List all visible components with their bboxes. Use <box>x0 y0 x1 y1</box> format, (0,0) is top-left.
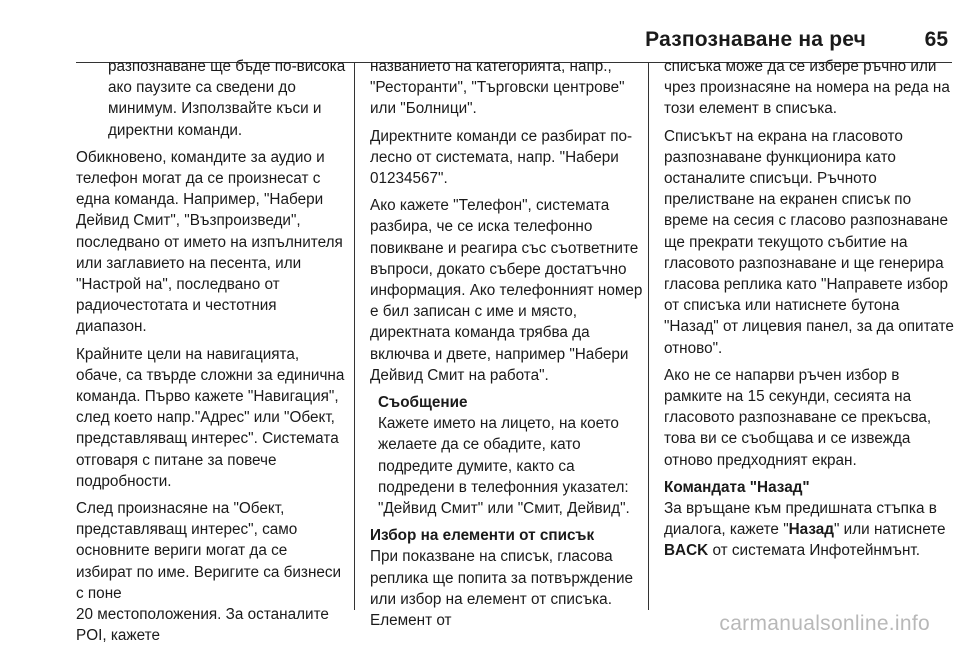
paragraph: разпознаване ще бъде по-висока ако паузите са сведени до минимум. Използвайте къси и директни команди. <box>108 58 346 139</box>
column-2 <box>370 56 646 637</box>
note-text: Кажете името на лицето, на което желаете да се обадите, като подредите думите, както са подредени в телефонния указател: "Дейвид Смит" или "Смит, Дейвид". <box>378 415 630 518</box>
paragraph: За връщане към предишната стъпка в диалога, кажете "Назад" или натиснете BACK от системата Инфотейнмънт. <box>664 500 946 560</box>
keyword-back: Назад <box>788 521 834 539</box>
watermark: carmanualsonline.info <box>719 612 930 635</box>
paragraph: списъка може да се избере ръчно или чрез произнасяне на номера на реда на този елемент в списъка. <box>664 58 950 118</box>
paragraph: названието на категорията, напр., "Ресторанти", "Търговски центрове" или "Болници". <box>370 58 625 118</box>
paragraph: Ако кажете "Телефон", системата разбира, че се иска телефонно повикване и реагира със съответните въпроси, докато събере достатъчно информация. Ако телефонният номер е бил записан с име и място, директната команда трябва да включва и двете, например "Набери Дейвид Смит на работа". <box>370 197 643 384</box>
paragraph: Обикновено, командите за аудио и телефон могат да се произнесат с една команда. Например, "Набери Дейвид Смит", "Възпроизведи", последвано от името на изпълнителя или заглавието на песента, или "Настрой на", последвано от радиочестотата и честотния диапазон. <box>76 148 343 336</box>
paragraph: 20 местоположения. За останалите POI, кажете <box>76 606 329 645</box>
paragraph: Директните команди се разбират по-лесно от системата, напр. "Набери 01234567". <box>370 127 633 188</box>
page-number: 65 <box>924 28 948 51</box>
keyword-back-button: BACK <box>664 542 709 560</box>
page-header <box>76 22 952 52</box>
paragraph: Списъкът на екрана на гласовото разпознаване функционира като останалите списъци. Ръчното прелистване на екранен списък по време на сесия с гласово разпознаване ще прекрати текущото събитие на гласовото разпознаване и ще генерира гласова реплика като "Направете избор от списъка или натиснете бутона "Назад" от лицевия панел, за да опитате отново". <box>664 127 954 357</box>
note-title: Съобщение <box>378 394 468 412</box>
section-heading: Командата "Назад" <box>664 478 810 496</box>
column-divider-2 <box>648 62 649 610</box>
paragraph: Ако не се напарви ръчен избор в рамките на 15 секунди, сесията на гласовото разпознаване се прекъсва, това ви се съобщава и се извежда отново предходният екран. <box>664 366 932 469</box>
paragraph: Крайните цели на навигацията, обаче, са твърде сложни за единична команда. Първо кажете "Навигация", след което напр."Адрес" или "Обект, представляващ интерес". Системата отговаря с питане за повече подробности. <box>76 345 345 490</box>
page-title: Разпознаване на реч <box>645 28 866 51</box>
paragraph: При показване на списък, гласова реплика ще попита за потвърждение или избор на елемент от списъка. Елемент от <box>370 548 634 630</box>
note-block <box>370 392 646 519</box>
column-1 <box>76 56 346 652</box>
column-3 <box>664 56 954 568</box>
section-heading: Избор на елементи от списък <box>370 527 595 545</box>
column-divider-1 <box>354 62 355 610</box>
paragraph: След произнасяне на "Обект, представляващ интерес", само основните вериги могат да се избират по име. Веригите са бизнеси с поне <box>76 500 342 602</box>
